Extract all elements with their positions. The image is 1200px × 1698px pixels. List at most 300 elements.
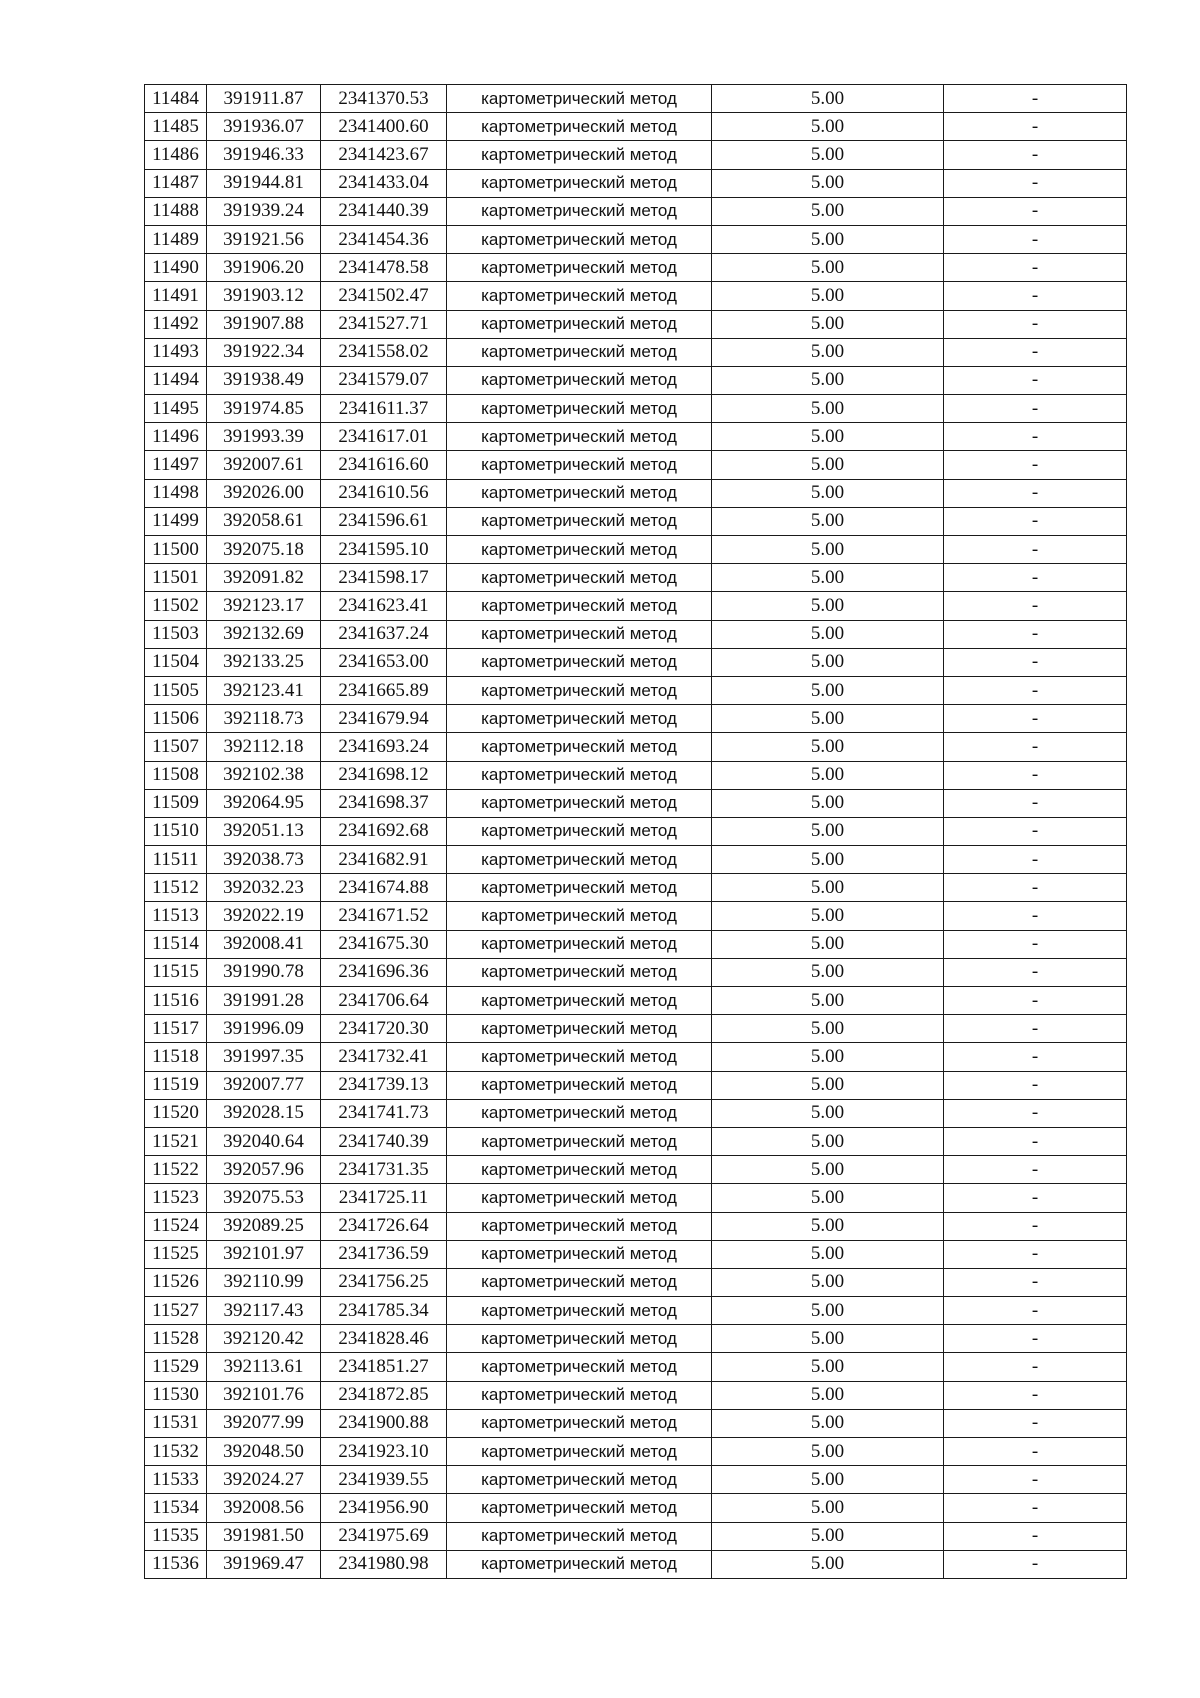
y-coordinate-cell: 2341674.88 — [321, 874, 447, 902]
table-row — [145, 789, 1127, 817]
x-coordinate-cell: 392133.25 — [207, 648, 321, 676]
accuracy-cell: 5.00 — [712, 310, 944, 338]
description-cell: - — [944, 1268, 1127, 1296]
point-number-cell: 11507 — [145, 733, 207, 761]
x-coordinate-cell: 391911.87 — [207, 85, 321, 113]
accuracy-cell: 5.00 — [712, 592, 944, 620]
description-cell: - — [944, 1494, 1127, 1522]
method-cell: картометрический метод — [447, 1015, 712, 1043]
description-cell: - — [944, 733, 1127, 761]
y-coordinate-cell: 2341980.98 — [321, 1550, 447, 1578]
description-cell: - — [944, 1325, 1127, 1353]
accuracy-cell: 5.00 — [712, 789, 944, 817]
x-coordinate-cell: 391969.47 — [207, 1550, 321, 1578]
method-cell: картометрический метод — [447, 1156, 712, 1184]
table-row — [145, 733, 1127, 761]
accuracy-cell: 5.00 — [712, 1550, 944, 1578]
point-number-cell: 11495 — [145, 395, 207, 423]
description-cell: - — [944, 1184, 1127, 1212]
point-number-cell: 11518 — [145, 1043, 207, 1071]
point-number-cell: 11485 — [145, 113, 207, 141]
x-coordinate-cell: 392007.61 — [207, 451, 321, 479]
accuracy-cell: 5.00 — [712, 676, 944, 704]
method-cell: картометрический метод — [447, 817, 712, 845]
accuracy-cell: 5.00 — [712, 1127, 944, 1155]
method-cell: картометрический метод — [447, 1381, 712, 1409]
y-coordinate-cell: 2341740.39 — [321, 1127, 447, 1155]
accuracy-cell: 5.00 — [712, 1015, 944, 1043]
method-cell: картометрический метод — [447, 1127, 712, 1155]
point-number-cell: 11505 — [145, 676, 207, 704]
x-coordinate-cell: 391938.49 — [207, 366, 321, 394]
table-row — [145, 705, 1127, 733]
x-coordinate-cell: 392101.97 — [207, 1240, 321, 1268]
y-coordinate-cell: 2341671.52 — [321, 902, 447, 930]
description-cell: - — [944, 423, 1127, 451]
point-number-cell: 11491 — [145, 282, 207, 310]
table-row — [145, 536, 1127, 564]
accuracy-cell: 5.00 — [712, 1466, 944, 1494]
table-row — [145, 1184, 1127, 1212]
description-cell: - — [944, 761, 1127, 789]
accuracy-cell: 5.00 — [712, 817, 944, 845]
table-row — [145, 620, 1127, 648]
table-row — [145, 930, 1127, 958]
x-coordinate-cell: 392123.17 — [207, 592, 321, 620]
x-coordinate-cell: 392024.27 — [207, 1466, 321, 1494]
x-coordinate-cell: 392048.50 — [207, 1438, 321, 1466]
accuracy-cell: 5.00 — [712, 1184, 944, 1212]
table-row — [145, 817, 1127, 845]
point-number-cell: 11514 — [145, 930, 207, 958]
description-cell: - — [944, 987, 1127, 1015]
x-coordinate-cell: 392051.13 — [207, 817, 321, 845]
accuracy-cell: 5.00 — [712, 987, 944, 1015]
table-row — [145, 1550, 1127, 1578]
x-coordinate-cell: 392007.77 — [207, 1071, 321, 1099]
accuracy-cell: 5.00 — [712, 395, 944, 423]
x-coordinate-cell: 392120.42 — [207, 1325, 321, 1353]
y-coordinate-cell: 2341706.64 — [321, 987, 447, 1015]
y-coordinate-cell: 2341433.04 — [321, 169, 447, 197]
coordinates-table-body — [145, 85, 1127, 1579]
table-row — [145, 1438, 1127, 1466]
y-coordinate-cell: 2341956.90 — [321, 1494, 447, 1522]
point-number-cell: 11534 — [145, 1494, 207, 1522]
point-number-cell: 11486 — [145, 141, 207, 169]
description-cell: - — [944, 1212, 1127, 1240]
method-cell: картометрический метод — [447, 254, 712, 282]
accuracy-cell: 5.00 — [712, 141, 944, 169]
x-coordinate-cell: 392118.73 — [207, 705, 321, 733]
method-cell: картометрический метод — [447, 479, 712, 507]
y-coordinate-cell: 2341828.46 — [321, 1325, 447, 1353]
y-coordinate-cell: 2341598.17 — [321, 564, 447, 592]
method-cell: картометрический метод — [447, 282, 712, 310]
description-cell: - — [944, 366, 1127, 394]
accuracy-cell: 5.00 — [712, 451, 944, 479]
table-row — [145, 1325, 1127, 1353]
description-cell: - — [944, 1156, 1127, 1184]
x-coordinate-cell: 392038.73 — [207, 846, 321, 874]
method-cell: картометрический метод — [447, 592, 712, 620]
description-cell: - — [944, 169, 1127, 197]
x-coordinate-cell: 391944.81 — [207, 169, 321, 197]
point-number-cell: 11488 — [145, 197, 207, 225]
accuracy-cell: 5.00 — [712, 423, 944, 451]
table-row — [145, 987, 1127, 1015]
accuracy-cell: 5.00 — [712, 169, 944, 197]
description-cell: - — [944, 536, 1127, 564]
accuracy-cell: 5.00 — [712, 1325, 944, 1353]
y-coordinate-cell: 2341696.36 — [321, 958, 447, 986]
method-cell: картометрический метод — [447, 648, 712, 676]
table-row — [145, 310, 1127, 338]
method-cell: картометрический метод — [447, 338, 712, 366]
accuracy-cell: 5.00 — [712, 113, 944, 141]
description-cell: - — [944, 310, 1127, 338]
y-coordinate-cell: 2341558.02 — [321, 338, 447, 366]
y-coordinate-cell: 2341756.25 — [321, 1268, 447, 1296]
point-number-cell: 11535 — [145, 1522, 207, 1550]
table-row — [145, 1015, 1127, 1043]
description-cell: - — [944, 1043, 1127, 1071]
point-number-cell: 11529 — [145, 1353, 207, 1381]
y-coordinate-cell: 2341900.88 — [321, 1409, 447, 1437]
x-coordinate-cell: 392075.18 — [207, 536, 321, 564]
method-cell: картометрический метод — [447, 761, 712, 789]
accuracy-cell: 5.00 — [712, 620, 944, 648]
y-coordinate-cell: 2341731.35 — [321, 1156, 447, 1184]
table-row — [145, 254, 1127, 282]
method-cell: картометрический метод — [447, 564, 712, 592]
table-row — [145, 1494, 1127, 1522]
description-cell: - — [944, 1127, 1127, 1155]
method-cell: картометрический метод — [447, 987, 712, 1015]
table-row — [145, 366, 1127, 394]
description-cell: - — [944, 1409, 1127, 1437]
y-coordinate-cell: 2341653.00 — [321, 648, 447, 676]
method-cell: картометрический метод — [447, 1184, 712, 1212]
y-coordinate-cell: 2341478.58 — [321, 254, 447, 282]
method-cell: картометрический метод — [447, 310, 712, 338]
table-row — [145, 197, 1127, 225]
description-cell: - — [944, 1099, 1127, 1127]
accuracy-cell: 5.00 — [712, 85, 944, 113]
x-coordinate-cell: 392032.23 — [207, 874, 321, 902]
x-coordinate-cell: 392102.38 — [207, 761, 321, 789]
method-cell: картометрический метод — [447, 141, 712, 169]
accuracy-cell: 5.00 — [712, 1522, 944, 1550]
point-number-cell: 11527 — [145, 1297, 207, 1325]
x-coordinate-cell: 391921.56 — [207, 225, 321, 253]
method-cell: картометрический метод — [447, 225, 712, 253]
accuracy-cell: 5.00 — [712, 1409, 944, 1437]
description-cell: - — [944, 451, 1127, 479]
point-number-cell: 11484 — [145, 85, 207, 113]
table-row — [145, 1409, 1127, 1437]
point-number-cell: 11496 — [145, 423, 207, 451]
description-cell: - — [944, 141, 1127, 169]
y-coordinate-cell: 2341611.37 — [321, 395, 447, 423]
y-coordinate-cell: 2341692.68 — [321, 817, 447, 845]
y-coordinate-cell: 2341975.69 — [321, 1522, 447, 1550]
method-cell: картометрический метод — [447, 1466, 712, 1494]
accuracy-cell: 5.00 — [712, 705, 944, 733]
y-coordinate-cell: 2341370.53 — [321, 85, 447, 113]
description-cell: - — [944, 1071, 1127, 1099]
method-cell: картометрический метод — [447, 113, 712, 141]
x-coordinate-cell: 391993.39 — [207, 423, 321, 451]
accuracy-cell: 5.00 — [712, 648, 944, 676]
y-coordinate-cell: 2341736.59 — [321, 1240, 447, 1268]
y-coordinate-cell: 2341675.30 — [321, 930, 447, 958]
y-coordinate-cell: 2341725.11 — [321, 1184, 447, 1212]
x-coordinate-cell: 392008.41 — [207, 930, 321, 958]
accuracy-cell: 5.00 — [712, 902, 944, 930]
table-row — [145, 141, 1127, 169]
y-coordinate-cell: 2341741.73 — [321, 1099, 447, 1127]
table-row — [145, 1127, 1127, 1155]
table-row — [145, 423, 1127, 451]
description-cell: - — [944, 338, 1127, 366]
point-number-cell: 11533 — [145, 1466, 207, 1494]
table-row — [145, 1156, 1127, 1184]
accuracy-cell: 5.00 — [712, 225, 944, 253]
method-cell: картометрический метод — [447, 395, 712, 423]
accuracy-cell: 5.00 — [712, 1240, 944, 1268]
y-coordinate-cell: 2341739.13 — [321, 1071, 447, 1099]
x-coordinate-cell: 392028.15 — [207, 1099, 321, 1127]
x-coordinate-cell: 392113.61 — [207, 1353, 321, 1381]
method-cell: картометрический метод — [447, 1071, 712, 1099]
description-cell: - — [944, 479, 1127, 507]
point-number-cell: 11500 — [145, 536, 207, 564]
method-cell: картометрический метод — [447, 789, 712, 817]
y-coordinate-cell: 2341610.56 — [321, 479, 447, 507]
y-coordinate-cell: 2341698.12 — [321, 761, 447, 789]
point-number-cell: 11499 — [145, 507, 207, 535]
table-row — [145, 225, 1127, 253]
table-row — [145, 85, 1127, 113]
table-row — [145, 592, 1127, 620]
y-coordinate-cell: 2341726.64 — [321, 1212, 447, 1240]
method-cell: картометрический метод — [447, 536, 712, 564]
description-cell: - — [944, 648, 1127, 676]
method-cell: картометрический метод — [447, 930, 712, 958]
y-coordinate-cell: 2341454.36 — [321, 225, 447, 253]
accuracy-cell: 5.00 — [712, 1494, 944, 1522]
table-row — [145, 761, 1127, 789]
x-coordinate-cell: 392132.69 — [207, 620, 321, 648]
accuracy-cell: 5.00 — [712, 366, 944, 394]
method-cell: картометрический метод — [447, 1099, 712, 1127]
method-cell: картометрический метод — [447, 1409, 712, 1437]
point-number-cell: 11504 — [145, 648, 207, 676]
x-coordinate-cell: 392112.18 — [207, 733, 321, 761]
description-cell: - — [944, 1438, 1127, 1466]
description-cell: - — [944, 1381, 1127, 1409]
method-cell: картометрический метод — [447, 197, 712, 225]
method-cell: картометрический метод — [447, 1353, 712, 1381]
point-number-cell: 11523 — [145, 1184, 207, 1212]
accuracy-cell: 5.00 — [712, 874, 944, 902]
description-cell: - — [944, 676, 1127, 704]
table-row — [145, 1381, 1127, 1409]
point-number-cell: 11501 — [145, 564, 207, 592]
table-row — [145, 564, 1127, 592]
table-row — [145, 1071, 1127, 1099]
table-row — [145, 395, 1127, 423]
accuracy-cell: 5.00 — [712, 1156, 944, 1184]
description-cell: - — [944, 592, 1127, 620]
x-coordinate-cell: 392008.56 — [207, 1494, 321, 1522]
description-cell: - — [944, 874, 1127, 902]
table-row — [145, 451, 1127, 479]
method-cell: картометрический метод — [447, 1438, 712, 1466]
method-cell: картометрический метод — [447, 366, 712, 394]
y-coordinate-cell: 2341720.30 — [321, 1015, 447, 1043]
y-coordinate-cell: 2341665.89 — [321, 676, 447, 704]
point-number-cell: 11487 — [145, 169, 207, 197]
table-row — [145, 958, 1127, 986]
y-coordinate-cell: 2341682.91 — [321, 846, 447, 874]
point-number-cell: 11509 — [145, 789, 207, 817]
point-number-cell: 11502 — [145, 592, 207, 620]
y-coordinate-cell: 2341693.24 — [321, 733, 447, 761]
table-row — [145, 1522, 1127, 1550]
table-row — [145, 169, 1127, 197]
point-number-cell: 11513 — [145, 902, 207, 930]
method-cell: картометрический метод — [447, 451, 712, 479]
description-cell: - — [944, 930, 1127, 958]
x-coordinate-cell: 392057.96 — [207, 1156, 321, 1184]
point-number-cell: 11520 — [145, 1099, 207, 1127]
method-cell: картометрический метод — [447, 1297, 712, 1325]
x-coordinate-cell: 391906.20 — [207, 254, 321, 282]
y-coordinate-cell: 2341698.37 — [321, 789, 447, 817]
accuracy-cell: 5.00 — [712, 479, 944, 507]
accuracy-cell: 5.00 — [712, 338, 944, 366]
y-coordinate-cell: 2341679.94 — [321, 705, 447, 733]
description-cell: - — [944, 705, 1127, 733]
table-row — [145, 1268, 1127, 1296]
table-row — [145, 507, 1127, 535]
point-number-cell: 11526 — [145, 1268, 207, 1296]
y-coordinate-cell: 2341923.10 — [321, 1438, 447, 1466]
x-coordinate-cell: 392117.43 — [207, 1297, 321, 1325]
method-cell: картометрический метод — [447, 902, 712, 930]
method-cell: картометрический метод — [447, 1212, 712, 1240]
method-cell: картометрический метод — [447, 620, 712, 648]
table-row — [145, 874, 1127, 902]
x-coordinate-cell: 391907.88 — [207, 310, 321, 338]
x-coordinate-cell: 392064.95 — [207, 789, 321, 817]
point-number-cell: 11497 — [145, 451, 207, 479]
x-coordinate-cell: 392026.00 — [207, 479, 321, 507]
method-cell: картометрический метод — [447, 1240, 712, 1268]
point-number-cell: 11492 — [145, 310, 207, 338]
description-cell: - — [944, 507, 1127, 535]
y-coordinate-cell: 2341440.39 — [321, 197, 447, 225]
x-coordinate-cell: 392075.53 — [207, 1184, 321, 1212]
y-coordinate-cell: 2341623.41 — [321, 592, 447, 620]
coordinates-table — [144, 84, 1127, 1579]
y-coordinate-cell: 2341616.60 — [321, 451, 447, 479]
x-coordinate-cell: 391990.78 — [207, 958, 321, 986]
y-coordinate-cell: 2341527.71 — [321, 310, 447, 338]
method-cell: картометрический метод — [447, 846, 712, 874]
x-coordinate-cell: 392077.99 — [207, 1409, 321, 1437]
method-cell: картометрический метод — [447, 705, 712, 733]
table-row — [145, 338, 1127, 366]
method-cell: картометрический метод — [447, 874, 712, 902]
description-cell: - — [944, 846, 1127, 874]
point-number-cell: 11510 — [145, 817, 207, 845]
method-cell: картометрический метод — [447, 1043, 712, 1071]
method-cell: картометрический метод — [447, 423, 712, 451]
description-cell: - — [944, 1550, 1127, 1578]
x-coordinate-cell: 392089.25 — [207, 1212, 321, 1240]
y-coordinate-cell: 2341595.10 — [321, 536, 447, 564]
accuracy-cell: 5.00 — [712, 846, 944, 874]
method-cell: картометрический метод — [447, 733, 712, 761]
table-row — [145, 479, 1127, 507]
point-number-cell: 11515 — [145, 958, 207, 986]
point-number-cell: 11506 — [145, 705, 207, 733]
method-cell: картометрический метод — [447, 1522, 712, 1550]
point-number-cell: 11493 — [145, 338, 207, 366]
table-row — [145, 902, 1127, 930]
accuracy-cell: 5.00 — [712, 1212, 944, 1240]
y-coordinate-cell: 2341617.01 — [321, 423, 447, 451]
x-coordinate-cell: 391981.50 — [207, 1522, 321, 1550]
x-coordinate-cell: 392091.82 — [207, 564, 321, 592]
table-row — [145, 1353, 1127, 1381]
description-cell: - — [944, 254, 1127, 282]
point-number-cell: 11503 — [145, 620, 207, 648]
description-cell: - — [944, 902, 1127, 930]
accuracy-cell: 5.00 — [712, 507, 944, 535]
description-cell: - — [944, 1353, 1127, 1381]
table-row — [145, 846, 1127, 874]
x-coordinate-cell: 392110.99 — [207, 1268, 321, 1296]
point-number-cell: 11524 — [145, 1212, 207, 1240]
table-row — [145, 1212, 1127, 1240]
point-number-cell: 11525 — [145, 1240, 207, 1268]
x-coordinate-cell: 391974.85 — [207, 395, 321, 423]
table-row — [145, 1297, 1127, 1325]
description-cell: - — [944, 1015, 1127, 1043]
point-number-cell: 11522 — [145, 1156, 207, 1184]
description-cell: - — [944, 395, 1127, 423]
method-cell: картометрический метод — [447, 507, 712, 535]
accuracy-cell: 5.00 — [712, 254, 944, 282]
accuracy-cell: 5.00 — [712, 1381, 944, 1409]
description-cell: - — [944, 1297, 1127, 1325]
x-coordinate-cell: 391946.33 — [207, 141, 321, 169]
accuracy-cell: 5.00 — [712, 1297, 944, 1325]
accuracy-cell: 5.00 — [712, 1099, 944, 1127]
method-cell: картометрический метод — [447, 1550, 712, 1578]
description-cell: - — [944, 620, 1127, 648]
description-cell: - — [944, 1240, 1127, 1268]
method-cell: картометрический метод — [447, 676, 712, 704]
y-coordinate-cell: 2341637.24 — [321, 620, 447, 648]
point-number-cell: 11517 — [145, 1015, 207, 1043]
point-number-cell: 11508 — [145, 761, 207, 789]
x-coordinate-cell: 391939.24 — [207, 197, 321, 225]
